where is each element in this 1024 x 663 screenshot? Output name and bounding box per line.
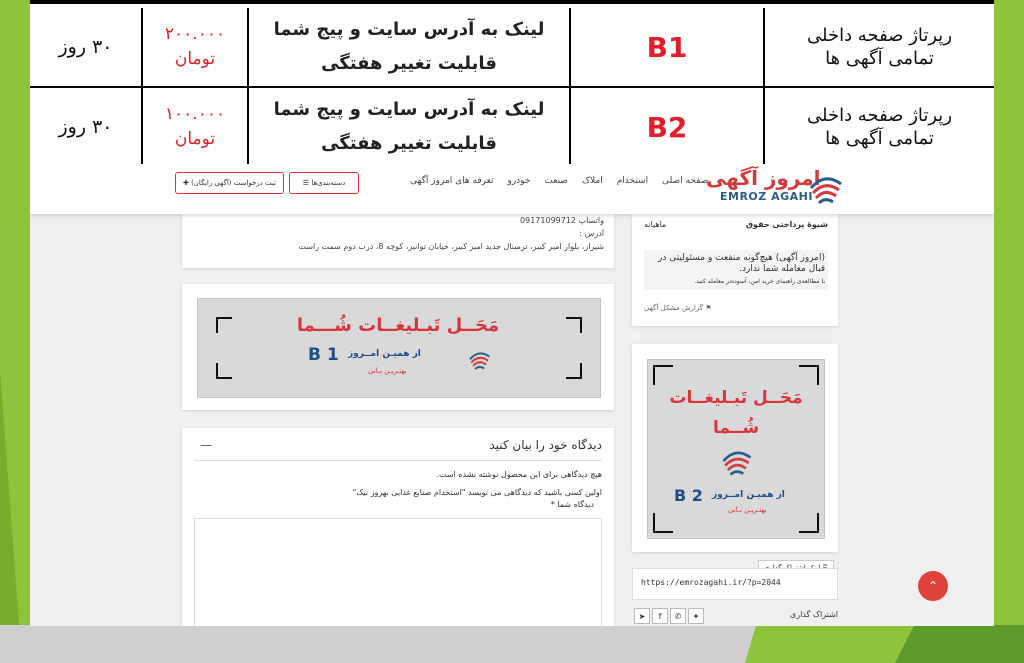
ad-code-cell: B2 — [569, 88, 763, 166]
ad-panel-b1 — [182, 284, 614, 410]
divider — [194, 460, 602, 461]
ad-tagline: بهتـریـن بـانی — [728, 506, 767, 514]
comment-textarea[interactable] — [194, 518, 602, 626]
safety-text[interactable]: با مطالعه‌ی راهنمای خرید امن، آسوده‌تر معامله کنید. — [694, 278, 825, 285]
share-label: اشتراک گذاری — [789, 610, 838, 619]
facebook-icon[interactable]: f — [652, 608, 668, 624]
ad-tagline: بهتـریـن بـانی — [368, 367, 407, 375]
disclaimer-text: (امروز آگهی) هیچ‌گونه منفعت و مسئولیتی در قبال معامله شما ندارد. — [658, 253, 825, 274]
placement-cell — [763, 88, 994, 166]
website-screenshot — [30, 164, 994, 626]
nav-item-home[interactable]: صفحه اصلی — [662, 176, 709, 186]
price-currency: تومان — [174, 129, 216, 149]
twitter-icon[interactable]: ✦ — [688, 608, 704, 624]
description-cell — [247, 88, 569, 166]
pricing-table — [30, 0, 994, 168]
slide-decor-right — [994, 0, 1024, 663]
duration-cell: ۳۰ روز — [58, 116, 113, 138]
frame-corner — [653, 513, 673, 533]
frame-corner — [799, 513, 819, 533]
ad-banner-b1[interactable] — [197, 298, 601, 398]
categories-button[interactable]: ☰ دسته‌بندی‌ها — [289, 172, 359, 194]
price-cell — [141, 8, 247, 86]
comments-heading: دیدگاه خود را بیان کنید — [489, 438, 602, 452]
nav-item-realestate[interactable]: املاک — [581, 176, 603, 186]
whatsapp-number[interactable]: واتساپ 09171099712 — [520, 216, 604, 225]
price-cell — [141, 88, 247, 166]
price-currency: تومان — [174, 49, 216, 69]
report-issue-link[interactable]: ⚑ گزارش مشکل آگهی — [644, 304, 712, 312]
ad-panel-b2 — [632, 344, 838, 552]
nav-item-pricing[interactable]: تعرفه های امروز آگهی — [410, 176, 494, 186]
frame-corner — [799, 365, 819, 385]
description-line2: قابلیت تغییر هفتگی — [321, 133, 497, 154]
site-nav-menu — [410, 176, 708, 190]
share-link-field[interactable]: https://emrozagahi.ir/?p=2044 — [632, 568, 838, 600]
job-info-panel — [632, 214, 838, 326]
first-comment-text: اولین کسی باشید که دیدگاهی می نویسد "استخدام صنایع غذایی بهروز نیک" — [352, 488, 602, 497]
description-line1: لینک به آدرس سایت و پیج شما — [273, 19, 545, 40]
your-comment-label: دیدگاه شما * — [550, 500, 594, 509]
ad-code: B 1 — [308, 345, 339, 365]
description-line2: قابلیت تغییر هفتگی — [321, 53, 497, 74]
address-text: شیراز، بلوار امیر کبیر، ترمینال جدید امیر کبیر، خیابان توانیر، کوچه 8، درب دوم سمت راست — [298, 242, 604, 251]
placement-line1: رپرتاژ صفحه داخلی — [806, 105, 953, 126]
payment-value: ماهیانه — [644, 220, 667, 229]
site-logo-subtitle: EMROZ AGAHI — [720, 190, 813, 203]
address-label: آدرس : — [579, 229, 604, 238]
payment-label: شیوهٔ پرداختی حقوق — [745, 220, 828, 229]
description-line1: لینک به آدرس سایت و پیج شما — [273, 99, 545, 120]
duration-cell: ۳۰ روز — [58, 36, 113, 58]
telegram-icon[interactable]: ➤ — [634, 608, 650, 624]
ad-title-line1: مَحَــل تَبـلیغــات — [669, 388, 803, 408]
contact-panel — [182, 214, 614, 268]
placement-line2: تمامی آگهی ها — [825, 48, 934, 69]
placement-line1: رپرتاژ صفحه داخلی — [806, 25, 953, 46]
site-logo-text[interactable]: امروز آگهی — [706, 166, 821, 190]
price-value: ۲۰۰.۰۰۰ — [164, 24, 226, 44]
nav-item-cars[interactable]: خودرو — [507, 176, 531, 186]
frame-corner — [216, 363, 232, 379]
frame-corner — [216, 317, 232, 333]
comments-panel — [182, 428, 614, 626]
frame-corner — [566, 317, 582, 333]
pricing-row-b2 — [30, 88, 994, 168]
share-row — [632, 606, 838, 626]
collapse-icon[interactable]: — — [200, 438, 212, 452]
ad-banner-b2[interactable] — [647, 359, 825, 539]
price-value: ۱۰۰.۰۰۰ — [164, 104, 226, 124]
frame-corner — [653, 365, 673, 385]
frame-corner — [566, 363, 582, 379]
logo-signal-icon — [805, 170, 845, 208]
slide-decor-bottom-dark — [895, 625, 1024, 663]
ad-subtitle: از همیـن امــروز — [348, 349, 421, 359]
free-ad-request-button[interactable]: ✚ ثبت درخواست (آگهی رایگان) — [175, 172, 284, 194]
scroll-to-top-button[interactable]: ⌃ — [918, 571, 948, 601]
no-comments-text: هیچ دیدگاهی برای این محصول نوشته نشده است. — [436, 470, 602, 479]
logo-signal-icon — [466, 347, 492, 373]
site-navbar — [30, 164, 994, 214]
ad-title-line2: شُــما — [712, 418, 760, 438]
description-cell — [247, 8, 569, 86]
ad-code-cell: B1 — [569, 8, 763, 86]
ad-title: مَحَــل تَبـلیغــات شُـــما — [296, 315, 500, 336]
placement-cell — [763, 8, 994, 86]
logo-signal-icon — [718, 444, 754, 480]
nav-item-jobs[interactable]: استخدام — [616, 176, 649, 186]
ad-code: B 2 — [674, 486, 703, 505]
slide-decor-wedge — [0, 370, 22, 663]
disclaimer-box — [644, 250, 828, 290]
ad-subtitle: از همیـن امــروز — [712, 490, 785, 500]
nav-item-industry[interactable]: صنعت — [544, 176, 568, 186]
whatsapp-icon[interactable]: ✆ — [670, 608, 686, 624]
pricing-row-b1 — [30, 8, 994, 88]
placement-line2: تمامی آگهی ها — [825, 128, 934, 149]
